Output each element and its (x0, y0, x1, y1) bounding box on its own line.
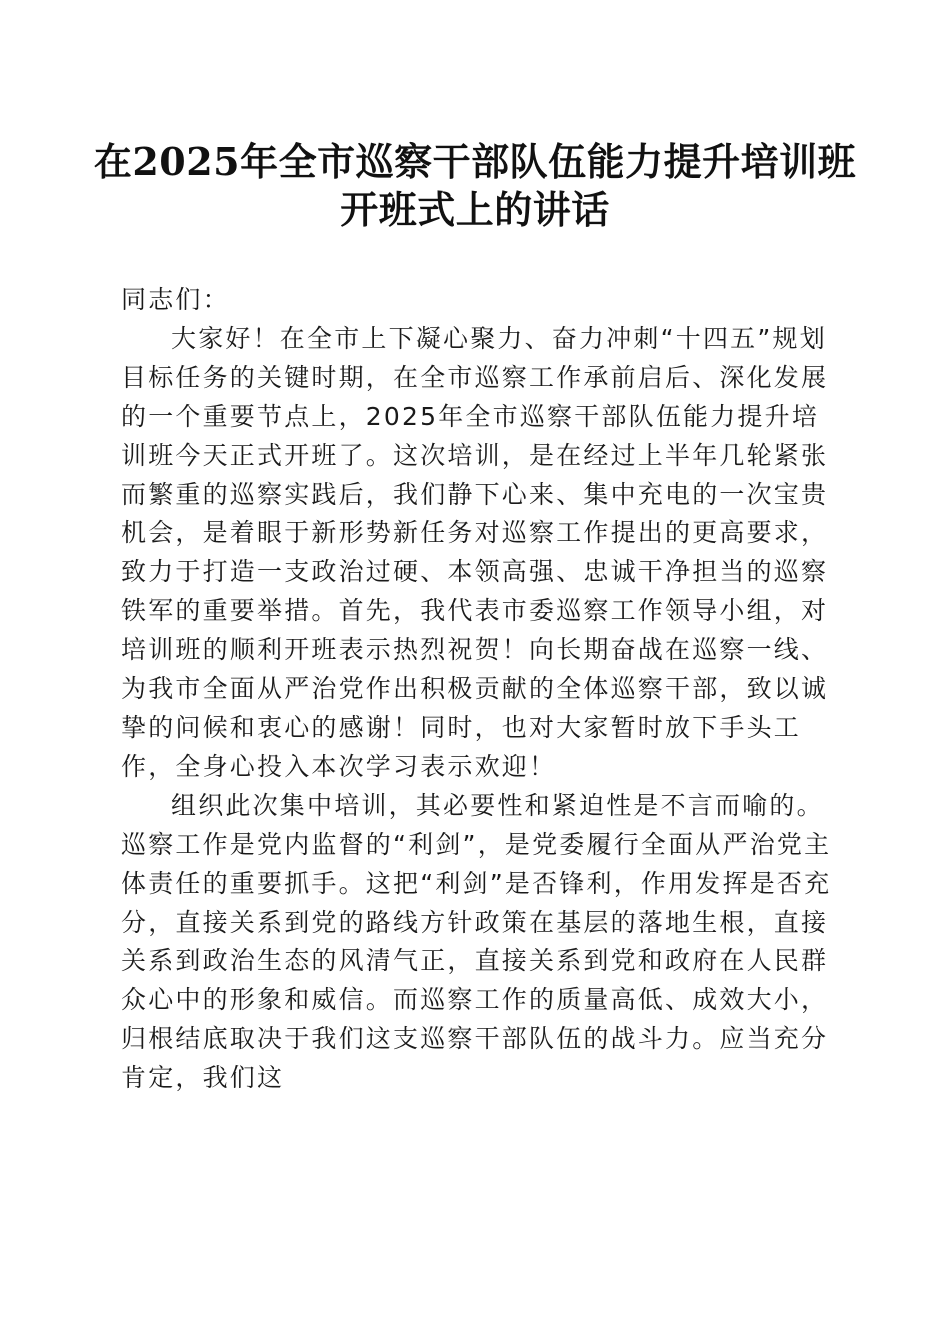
paragraph-opening: 大家好！在全市上下凝心聚力、奋力冲刺“十四五”规划目标任务的关键时期，在全市巡察工作承前启后、深化发展的一个重要节点上，2025年全市巡察干部队伍能力提升培训班今天正式开班了。这次培训，是在经过上半年几轮紧张而繁重的巡察实践后，我们静下心来、集中充电的一次宝贵机会，是着眼于新形势新任务对巡察工作提出的更高要求，致力于打造一支政治过硬、本领高强、忠诚干净担当的巡察铁军的重要举措。首先，我代表市委巡察工作领导小组，对培训班的顺利开班表示热烈祝贺！向长期奋战在巡察一线、为我市全面从严治党作出积极贡献的全体巡察干部，致以诚挚的问候和衷心的感谢！同时，也对大家暂时放下手头工作，全身心投入本次学习表示欢迎！ (121, 323, 829, 781)
paragraph-necessity: 组织此次集中培训，其必要性和紧迫性是不言而喻的。巡察工作是党内监督的“利剑”，是党委履行全面从严治党主体责任的重要抓手。这把“利剑”是否锋利，作用发挥是否充分，直接关系到党的路线方针政策在基层的落地生根，直接关系到政治生态的风清气正，直接关系到党和政府在人民群众心中的形象和威信。而巡察工作的质量高低、成效大小，归根结底取决于我们这支巡察干部队伍的战斗力。应当充分肯定，我们这 (121, 790, 832, 1093)
document-title (90, 138, 860, 234)
salutation: 同志们： (121, 285, 230, 314)
speech-body (121, 281, 841, 1098)
title-line-1: 在2025年全市巡察干部队伍能力提升培训班 (93, 139, 857, 184)
title-line-2: 开班式上的讲话 (340, 187, 610, 232)
